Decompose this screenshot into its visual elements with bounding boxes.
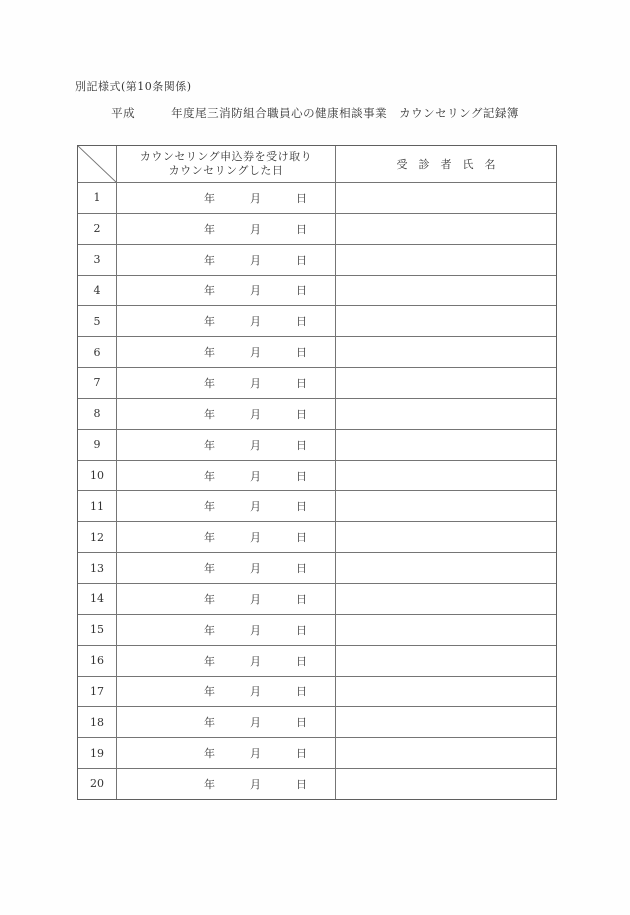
name-cell bbox=[336, 337, 556, 367]
row-number-cell bbox=[78, 677, 117, 707]
name-cell bbox=[336, 214, 556, 244]
month-label: 月 bbox=[250, 562, 261, 576]
day-label: 日 bbox=[296, 284, 307, 298]
row-number-cell bbox=[78, 430, 117, 460]
day-label: 日 bbox=[296, 315, 307, 329]
year-label: 年 bbox=[204, 500, 215, 514]
row-number: 18 bbox=[90, 715, 104, 729]
day-label: 日 bbox=[296, 346, 307, 360]
diagonal-line bbox=[78, 146, 116, 182]
row-number: 19 bbox=[90, 746, 104, 760]
year-label: 年 bbox=[204, 438, 215, 452]
document-title: 平成 年度尾三消防組合職員心の健康相談事業 カウンセリング記録簿 bbox=[111, 106, 519, 120]
row-number: 8 bbox=[93, 407, 101, 421]
row-number-cell bbox=[78, 306, 117, 336]
table-row bbox=[78, 398, 556, 429]
row-number: 11 bbox=[90, 499, 104, 513]
table-row bbox=[78, 182, 556, 213]
month-label: 月 bbox=[250, 777, 261, 791]
date-cell bbox=[117, 276, 336, 306]
name-cell bbox=[336, 399, 556, 429]
year-label: 年 bbox=[204, 315, 215, 329]
year-label: 年 bbox=[204, 592, 215, 606]
name-cell bbox=[336, 738, 556, 768]
row-number-cell bbox=[78, 553, 117, 583]
row-number-cell bbox=[78, 245, 117, 275]
name-cell bbox=[336, 245, 556, 275]
form-style-label: 別記様式(第10条関係) bbox=[75, 80, 192, 93]
month-label: 月 bbox=[250, 716, 261, 730]
row-number: 20 bbox=[90, 777, 104, 791]
name-cell bbox=[336, 276, 556, 306]
date-cell bbox=[117, 430, 336, 460]
date-cell bbox=[117, 522, 336, 552]
date-column-header bbox=[117, 146, 336, 182]
day-label: 日 bbox=[296, 562, 307, 576]
table-row bbox=[78, 552, 556, 583]
name-cell bbox=[336, 769, 556, 799]
table-row bbox=[78, 583, 556, 614]
month-label: 月 bbox=[250, 654, 261, 668]
day-label: 日 bbox=[296, 654, 307, 668]
date-cell bbox=[117, 214, 336, 244]
day-label: 日 bbox=[296, 747, 307, 761]
table-body bbox=[78, 182, 556, 799]
date-cell bbox=[117, 615, 336, 645]
year-label: 年 bbox=[204, 191, 215, 205]
row-number: 14 bbox=[90, 592, 104, 606]
day-label: 日 bbox=[296, 222, 307, 236]
table-row bbox=[78, 367, 556, 398]
day-label: 日 bbox=[296, 253, 307, 267]
year-label: 年 bbox=[204, 747, 215, 761]
table-row bbox=[78, 614, 556, 645]
month-label: 月 bbox=[250, 469, 261, 483]
month-label: 月 bbox=[250, 747, 261, 761]
month-label: 月 bbox=[250, 191, 261, 205]
name-cell bbox=[336, 707, 556, 737]
year-label: 年 bbox=[204, 284, 215, 298]
day-label: 日 bbox=[296, 469, 307, 483]
name-cell bbox=[336, 522, 556, 552]
year-label: 年 bbox=[204, 253, 215, 267]
date-cell bbox=[117, 399, 336, 429]
date-cell bbox=[117, 769, 336, 799]
year-label: 年 bbox=[204, 623, 215, 637]
row-number-cell bbox=[78, 646, 117, 676]
name-cell bbox=[336, 306, 556, 336]
month-label: 月 bbox=[250, 376, 261, 390]
table-row bbox=[78, 490, 556, 521]
day-label: 日 bbox=[296, 376, 307, 390]
month-label: 月 bbox=[250, 592, 261, 606]
year-label: 年 bbox=[204, 654, 215, 668]
row-number: 9 bbox=[93, 438, 101, 452]
table-row bbox=[78, 336, 556, 367]
year-label: 年 bbox=[204, 222, 215, 236]
row-number-cell bbox=[78, 337, 117, 367]
row-number: 1 bbox=[93, 191, 101, 205]
corner-cell bbox=[78, 146, 117, 182]
month-label: 月 bbox=[250, 222, 261, 236]
day-label: 日 bbox=[296, 685, 307, 699]
row-number-cell bbox=[78, 491, 117, 521]
date-cell bbox=[117, 677, 336, 707]
name-cell bbox=[336, 430, 556, 460]
name-cell bbox=[336, 491, 556, 521]
row-number-cell bbox=[78, 461, 117, 491]
date-cell bbox=[117, 707, 336, 737]
row-number-cell bbox=[78, 738, 117, 768]
name-cell bbox=[336, 368, 556, 398]
date-cell bbox=[117, 584, 336, 614]
year-label: 年 bbox=[204, 469, 215, 483]
year-label: 年 bbox=[204, 716, 215, 730]
row-number-cell bbox=[78, 769, 117, 799]
month-label: 月 bbox=[250, 253, 261, 267]
day-label: 日 bbox=[296, 592, 307, 606]
month-label: 月 bbox=[250, 685, 261, 699]
month-label: 月 bbox=[250, 623, 261, 637]
day-label: 日 bbox=[296, 407, 307, 421]
table-row bbox=[78, 305, 556, 336]
table-row bbox=[78, 275, 556, 306]
year-label: 年 bbox=[204, 407, 215, 421]
date-cell bbox=[117, 183, 336, 213]
table-row bbox=[78, 676, 556, 707]
counseling-record-table bbox=[77, 145, 557, 800]
name-cell bbox=[336, 584, 556, 614]
row-number: 10 bbox=[90, 469, 104, 483]
row-number-cell bbox=[78, 522, 117, 552]
name-cell bbox=[336, 183, 556, 213]
date-cell bbox=[117, 553, 336, 583]
row-number: 13 bbox=[90, 561, 104, 575]
month-label: 月 bbox=[250, 284, 261, 298]
table-row bbox=[78, 460, 556, 491]
table-row bbox=[78, 244, 556, 275]
row-number-cell bbox=[78, 399, 117, 429]
year-label: 年 bbox=[204, 777, 215, 791]
day-label: 日 bbox=[296, 716, 307, 730]
day-label: 日 bbox=[296, 623, 307, 637]
month-label: 月 bbox=[250, 438, 261, 452]
row-number-cell bbox=[78, 368, 117, 398]
name-cell bbox=[336, 677, 556, 707]
day-label: 日 bbox=[296, 438, 307, 452]
row-number-cell bbox=[78, 584, 117, 614]
row-number-cell bbox=[78, 276, 117, 306]
date-cell bbox=[117, 245, 336, 275]
month-label: 月 bbox=[250, 315, 261, 329]
row-number: 4 bbox=[93, 283, 101, 297]
name-cell bbox=[336, 615, 556, 645]
date-cell bbox=[117, 461, 336, 491]
row-number-cell bbox=[78, 707, 117, 737]
date-cell bbox=[117, 368, 336, 398]
day-label: 日 bbox=[296, 500, 307, 514]
name-cell bbox=[336, 646, 556, 676]
row-number-cell bbox=[78, 214, 117, 244]
table-header-row bbox=[78, 146, 556, 182]
month-label: 月 bbox=[250, 500, 261, 514]
date-cell bbox=[117, 306, 336, 336]
table-row bbox=[78, 706, 556, 737]
date-cell bbox=[117, 738, 336, 768]
row-number: 6 bbox=[93, 345, 101, 359]
row-number: 2 bbox=[93, 222, 101, 236]
row-number: 12 bbox=[90, 530, 104, 544]
table-row bbox=[78, 429, 556, 460]
table-row bbox=[78, 645, 556, 676]
row-number: 3 bbox=[93, 253, 101, 267]
date-cell bbox=[117, 337, 336, 367]
row-number: 5 bbox=[93, 314, 101, 328]
date-cell bbox=[117, 646, 336, 676]
row-number: 7 bbox=[93, 376, 101, 390]
name-cell bbox=[336, 553, 556, 583]
day-label: 日 bbox=[296, 531, 307, 545]
table-row bbox=[78, 213, 556, 244]
day-label: 日 bbox=[296, 777, 307, 791]
month-label: 月 bbox=[250, 346, 261, 360]
year-label: 年 bbox=[204, 685, 215, 699]
row-number: 15 bbox=[90, 623, 104, 637]
name-cell bbox=[336, 461, 556, 491]
table-row bbox=[78, 521, 556, 552]
year-label: 年 bbox=[204, 376, 215, 390]
row-number-cell bbox=[78, 183, 117, 213]
date-header-line2: カウンセリングした日 bbox=[168, 164, 284, 177]
year-label: 年 bbox=[204, 346, 215, 360]
year-label: 年 bbox=[204, 562, 215, 576]
row-number: 16 bbox=[90, 654, 104, 668]
date-cell bbox=[117, 491, 336, 521]
table-row bbox=[78, 737, 556, 768]
name-column-header: 受 診 者 氏 名 bbox=[396, 158, 496, 171]
row-number: 17 bbox=[90, 684, 104, 698]
month-label: 月 bbox=[250, 531, 261, 545]
day-label: 日 bbox=[296, 191, 307, 205]
table-row bbox=[78, 768, 556, 799]
month-label: 月 bbox=[250, 407, 261, 421]
date-header-line1: カウンセリング申込券を受け取り bbox=[139, 149, 313, 163]
year-label: 年 bbox=[204, 531, 215, 545]
row-number-cell bbox=[78, 615, 117, 645]
